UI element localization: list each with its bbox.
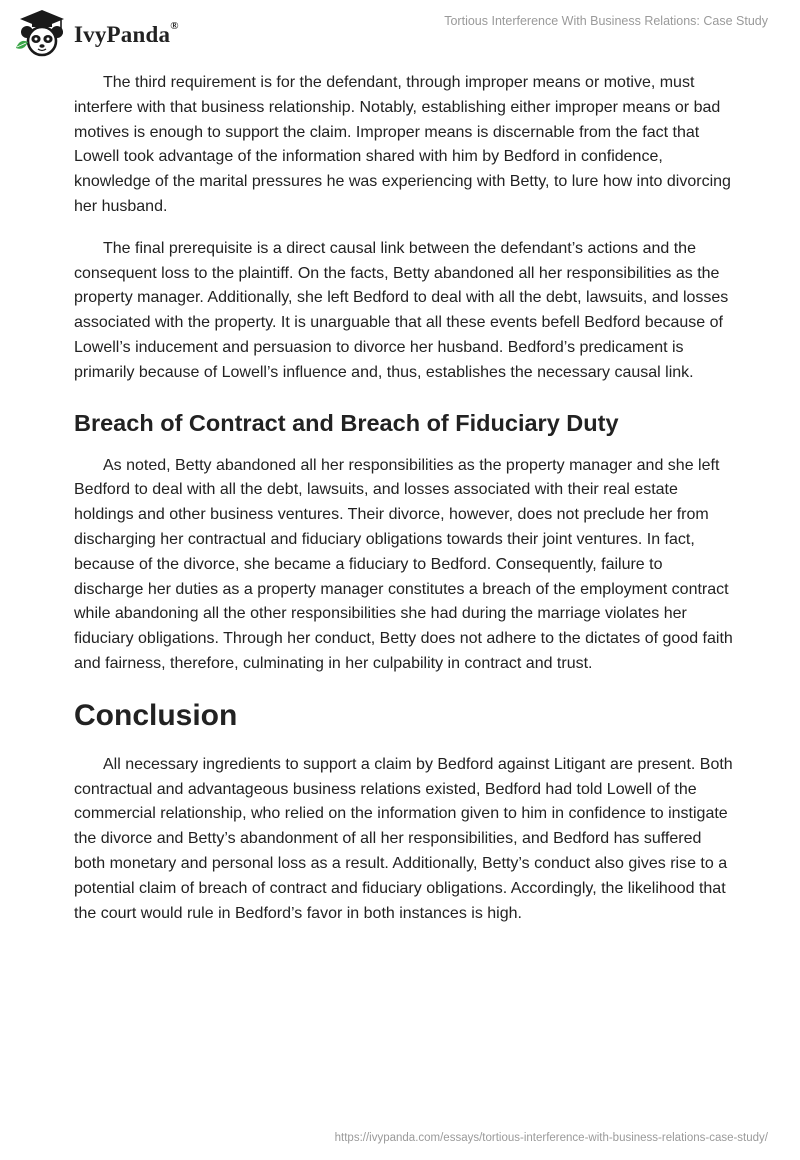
heading-breach-of-contract: Breach of Contract and Breach of Fiduciary Duty bbox=[74, 409, 619, 436]
paragraph-final-prerequisite: The final prerequisite is a direct causal link between the defendant’s actions and the consequent loss to the plaintiff. On the facts, Betty abandoned all her responsibilities as the property manager. Additionally, she left Bedford to deal with all the debt, lawsuits, and losses associated with the property. It is unarguable that all these events befell Bedford because of Lowell’s inducement and persuasion to divorce her husband. Bedford’s predicament is primarily because of Lowell’s influence and, thus, establishes the necessary causal link. bbox=[74, 239, 729, 381]
paragraph-breach: As noted, Betty abandoned all her responsibilities as the property manager and she left Bedford to deal with all the debt, lawsuits, and losses associated with their real estate holdings and other business ventures. Their divorce, however, does not preclude her from discharging her contractual and fiduciary obligations towards their joint ventures. In fact, because of the divorce, she became a fiduciary to Bedford. Consequently, failure to discharge her duties as a property manager constitutes a breach of the employment contract while abandoning all the other responsibilities she had during the marriage violates her fiduciary obligations. Through her conduct, Betty does not adhere to the dictates of good faith and fairness, therefore, culminating in her culpability in contract and trust. bbox=[74, 456, 733, 672]
brand-name: IvyPanda® bbox=[74, 20, 179, 47]
ivypanda-logo[interactable] bbox=[14, 8, 179, 58]
heading-conclusion: Conclusion bbox=[74, 698, 238, 732]
paragraph-third-requirement: The third requirement is for the defendant, through improper means or motive, must interfere with that business relationship. Notably, establishing either improper means or bad motives is enough to support the claim. Improper means is discernable from the fact that Lowell took advantage of the information shared with him by Bedford in confidence, knowledge of the marital pressures he was experiencing with Betty, to lure how into divorcing her husband. bbox=[74, 74, 731, 215]
registered-mark: ® bbox=[170, 20, 179, 33]
document-title: Tortious Interference With Business Relations: Case Study bbox=[444, 14, 768, 28]
source-url[interactable]: https://ivypanda.com/essays/tortious-interference-with-business-relations-case-study/ bbox=[334, 1132, 768, 1144]
page-header bbox=[0, 0, 800, 60]
panda-graduate-icon bbox=[14, 8, 70, 58]
article-body bbox=[74, 71, 734, 943]
paragraph-conclusion: All necessary ingredients to support a claim by Bedford against Litigant are present. Both contractual and advantageous business relations existed, Bedford had told Lowell of the commercial relationship, who relied on the information given to him in confidence to instigate the divorce and Betty’s abandonment of all her responsibilities, and Bedford has suffered both monetary and personal loss as a result. Additionally, Betty’s conduct also gives rise to a potential claim of breach of contract and fiduciary obligations. Accordingly, the likelihood that the court would rule in Bedford’s favor in both instances is high. bbox=[74, 755, 733, 922]
